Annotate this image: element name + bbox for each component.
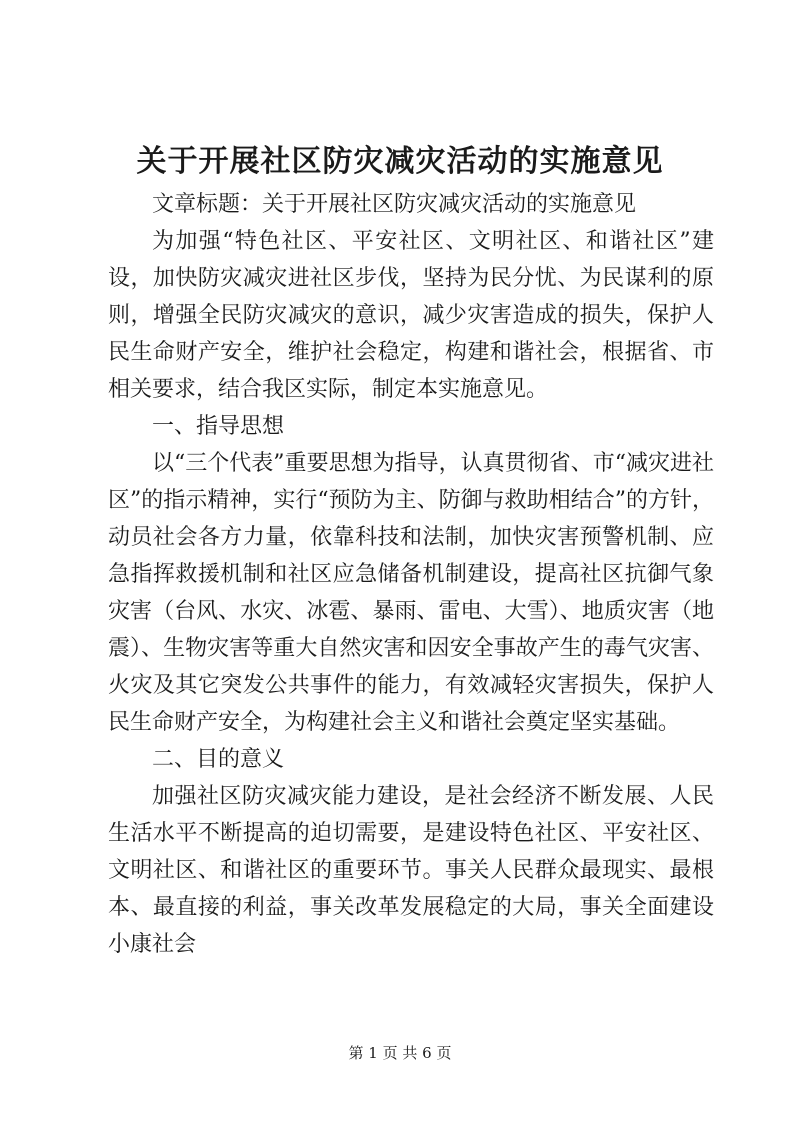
document-title: 关于开展社区防灾减灾活动的实施意见	[136, 144, 664, 179]
section-heading-guiding-ideology: 一、指导思想	[152, 414, 285, 439]
page-footer: 第 1 页 共 6 页	[348, 1044, 452, 1062]
intro-paragraph: 为加强“特色社区、平安社区、文明社区、和谐社区”建设，加快防灾减灾进社区步伐，坚持为民分忧、为民谋利的原则，增强全民防灾减灾的意识，减少灾害造成的损失，保护人民生命财产安全，维护社会稳定，构建和谐社会，根据省、市相关要求，结合我区实际，制定本实施意见。	[108, 229, 714, 402]
article-title-line: 文章标题：关于开展社区防灾减灾活动的实施意见	[152, 192, 637, 217]
guiding-ideology-paragraph: 以“三个代表”重要思想为指导，认真贯彻省、市“减灾进社区”的指示精神，实行“预防为主、防御与救助相结合”的方针，动员社会各方力量，依靠科技和法制，加快灾害预警机制、应急指挥救援机制和社区应急储备机制建设，提高社区抗御气象灾害（台风、水灾、冰雹、暴雨、雷电、大雪）、地质灾害（地震）、生物灾害等重大自然灾害和因安全事故产生的毒气灾害、火灾及其它突发公共事件的能力，有效减轻灾害损失，保护人民生命财产安全，为构建社会主义和谐社会奠定坚实基础。	[108, 451, 714, 735]
purpose-paragraph: 加强社区防灾减灾能力建设，是社会经济不断发展、人民生活水平不断提高的迫切需要，是建设特色社区、平安社区、文明社区、和谐社区的重要环节。事关人民群众最现实、最根本、最直接的利益，事关改革发展稳定的大局，事关全面建设小康社会	[108, 784, 714, 957]
document-body	[108, 186, 714, 963]
section-heading-purpose: 二、目的意义	[152, 747, 285, 772]
